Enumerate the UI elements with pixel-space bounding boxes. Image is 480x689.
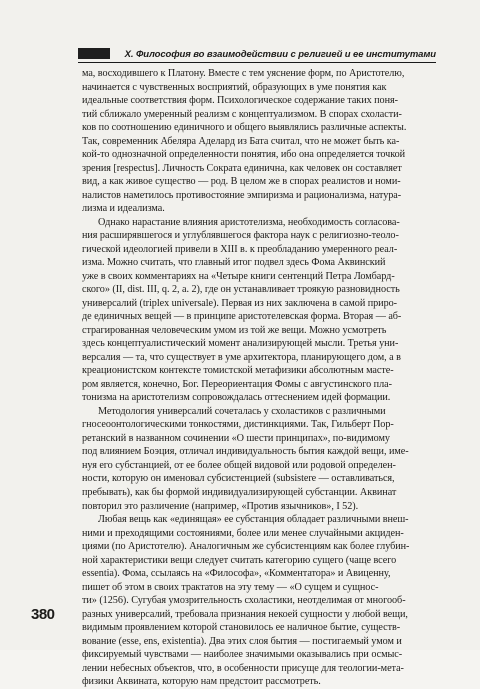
text-line: повторил это различение (например, «Против язычников», I 52).	[82, 500, 359, 512]
text-line: ной характеристики вещи следует считать категорию сущего (чаще всего	[82, 554, 397, 566]
page-number: 380	[31, 606, 55, 623]
text-line: ков по соотношению единичного и общего выявлялись различные аспекты.	[82, 122, 407, 134]
text-line: налистов наметилось противостояние эмпиризма и рационализма, натура-	[82, 189, 402, 201]
text-line: гносеоонтологическими тонкостями, дистинкциями. Так, Гильберт Пор-	[82, 419, 394, 431]
text-line: вид, а как живое существо — род. В целом же в спорах реалистов и номи-	[82, 176, 401, 188]
text-line: пишет об этом в своих трактатов на эту тему — «О сущем и сущнос-	[82, 581, 379, 593]
text-line: нуя его субстанцией, от ее более общей видовой или родовой определен-	[82, 459, 396, 471]
text-line: де единичных вещей — в принципе аристотелевская форма. Вторая — аб-	[82, 311, 402, 323]
text-line: Однако нарастание влияния аристотелизма, необходимость согласова-	[98, 216, 400, 228]
text-line: видимым проявлением которой становилось ее наличное бытие, существ-	[82, 622, 401, 634]
text-line: лении небесных объектов, что, в особенности присуще для теологии-мета-	[82, 662, 404, 674]
text-line: универсалий (triplex universale). Первая из них заключена в самой приро-	[82, 297, 398, 309]
text-line: пребывать), как бы формой индивидуализирующей субстанции. Аквинат	[82, 486, 397, 498]
text-line: ром является, конечно, Бог. Переориентация Фомы с августинского пла-	[82, 378, 392, 390]
text-line: фиксируемый чувствами — наиболее значимыми оказывались при осмыс-	[82, 649, 403, 661]
text-line: ними и преходящими состояниями, более или менее случайными акциден-	[82, 527, 404, 539]
text-line: Любая вещь как «единящая» ее субстанция обладает различными внеш-	[98, 514, 409, 526]
text-line: страгированная человеческим умом из той же вещи. Можно усмотреть	[82, 324, 387, 336]
body-text	[82, 67, 436, 689]
text-line: циями (по Аристотелю). Аналогичным же субсистенциям как более глубин-	[82, 541, 410, 553]
text-line: лизма и идеализма.	[82, 203, 165, 215]
text-line: essentia). Фома, ссылаясь на «Философа», «Комментатора» и Авиценну,	[82, 568, 391, 580]
text-line: кой-то однозначной определенности понятия, ибо она определяется точкой	[82, 149, 406, 161]
text-line: ти» (1256). Сугубая умозрительность схоластики, неотделимая от многооб-	[82, 595, 406, 607]
text-line: ности, которую он именовал субсистенцией (subsistere — оставливаться,	[82, 473, 395, 485]
text-line: начинается с чувственных восприятий, образующих в уме понятия как	[82, 81, 387, 93]
text-line: гической идеологией привели в XIII в. к преобладанию умеренного реал-	[82, 243, 398, 255]
text-line: версалия — та, что существует в уме архитектора, планирующего дом, а в	[82, 351, 401, 363]
text-line: Так, современник Абеляра Аделард из Бата считал, что не может быть ка-	[82, 135, 400, 147]
text-line: ретанский в названном сочинении «О шести принципах», по-видимому	[82, 432, 390, 444]
text-line: здесь концептуалистический момент анализирующей мысли. Третья уни-	[82, 338, 399, 350]
text-line: физики Аквината, которую нам предстоит рассмотреть.	[82, 676, 321, 688]
text-line: разных универсалий, требовала признания некоей сущности у любой вещи,	[82, 608, 408, 620]
text-line: ма, восходившего к Платону. Вместе с тем уяснение форм, по Аристотелю,	[82, 68, 405, 79]
text-line: Методология универсалий сочеталась у схоластиков с различными	[98, 405, 386, 417]
text-line: вование (esse, ens, existentia). Два этих слоя бытия — постигаемый умом и	[82, 635, 402, 647]
text-line: под влиянием Боэция, отличал индивидуальность бытия каждой вещи, име-	[82, 446, 409, 458]
text-line: зрения [respectus]. Личность Сократа единична, как человек он составляет	[82, 162, 402, 174]
text-line: изма. Можно считать, что главный итог подвел здесь Фома Аквинский	[82, 257, 386, 269]
text-line: ния расширявшегося и углублявшегося фактора наук с религиозно-теоло-	[82, 230, 399, 242]
text-line: тонизма на аристотелизм сопровождалась оттеснением идей формации.	[82, 392, 391, 404]
text-line: тий сближало умеренный реализм с концептуализмом. В спорах схоласти-	[82, 108, 402, 120]
running-header-title: X. Философия во взаимодействии с религией и ее институтами	[124, 49, 436, 60]
text-line: креационистском контексте томистской метафизики абсолютным масте-	[82, 365, 394, 377]
text-line: уже в своих комментариях на «Четыре книги сентенций Петра Ломбард-	[82, 270, 395, 282]
text-line: ского» (II, dist. III, q. 2, a. 2), где он устанавливает троякую разновидность	[82, 284, 400, 296]
text-line: идеальные соответствия форм. Психологическое содержание таких поня-	[82, 95, 398, 107]
